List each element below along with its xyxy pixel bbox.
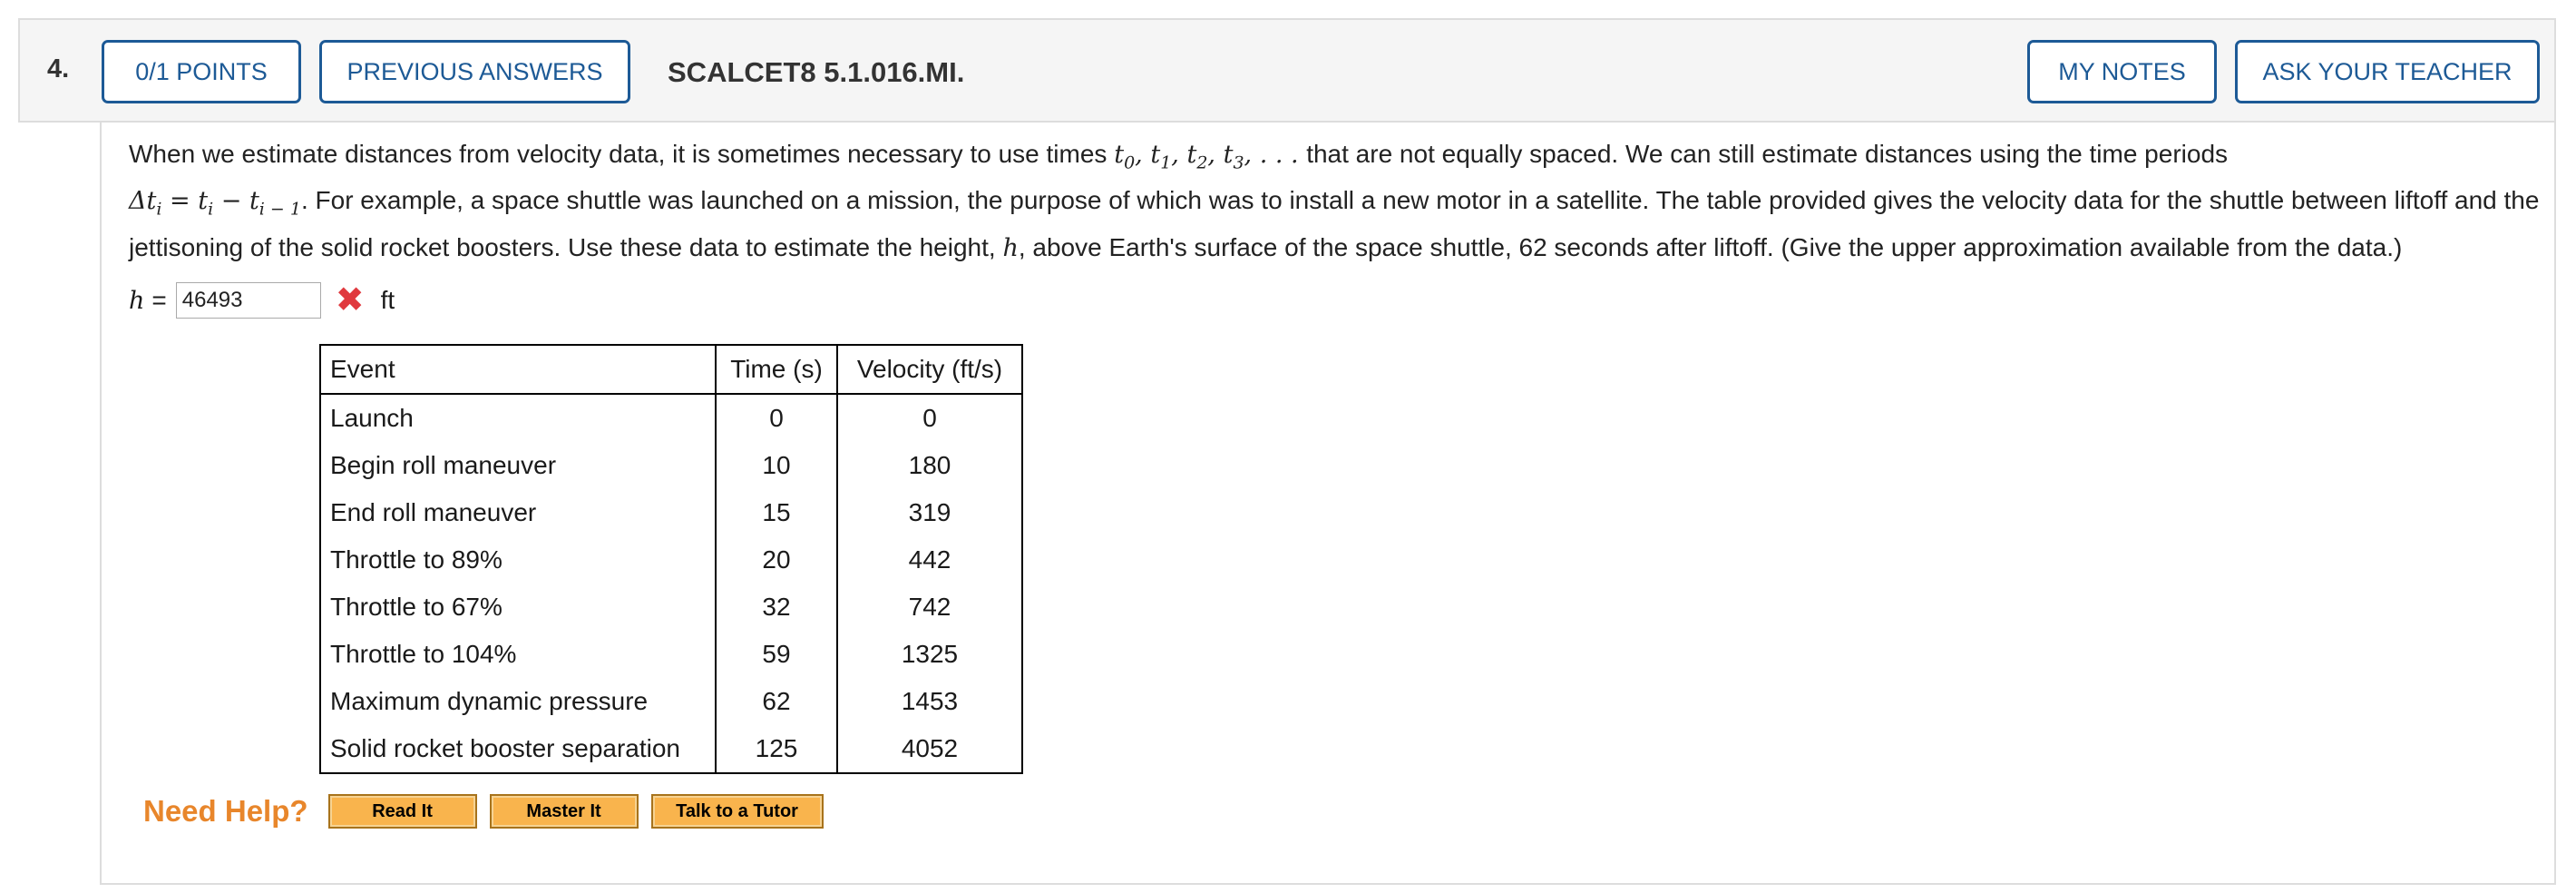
column-header-time: Time (s) [716, 345, 837, 394]
previous-answers-button[interactable]: PREVIOUS ANSWERS [319, 40, 630, 103]
master-it-button[interactable]: Master It [490, 794, 639, 829]
velocity-cell: 4052 [901, 734, 959, 762]
x-mark-icon: ✖ [335, 281, 365, 319]
column-header-velocity: Velocity (ft/s) [837, 345, 1022, 394]
problem-text-part-4: , above Earth's surface of the space shuttle, 62 seconds after liftoff. (Give the upper approximation available from the data.) [1018, 232, 2403, 261]
talk-to-tutor-button[interactable]: Talk to a Tutor [651, 794, 824, 829]
problem-text-part-1: When we estimate distances from velocity data, it is sometimes necessary to use times [129, 140, 1115, 168]
velocity-cell: 742 [908, 593, 951, 621]
problem-text-part-3: . For example, a space shuttle was launched on a mission, the purpose of which was to install a new motor in a satellite. The table provided gives the velocity data for the shuttle between liftoff and the jettisoning of the solid rocket boosters. Use these data to estimate the height, [129, 186, 2540, 261]
answer-unit: ft [380, 286, 395, 314]
event-cell: Throttle to 67% [320, 584, 716, 631]
event-cell: Begin roll maneuver [320, 442, 716, 489]
event-cell: Launch [320, 394, 716, 442]
table-row [320, 631, 1022, 678]
delta-formula: $\Delta t_i = t_i - t_{i - 1}$ [129, 187, 301, 220]
question-number: 4. [47, 54, 70, 83]
column-header-event: Event [320, 345, 716, 394]
time-cell: 10 [716, 442, 837, 489]
table-row [320, 442, 1022, 489]
table-row [320, 536, 1022, 584]
time-cell: 62 [716, 678, 837, 725]
read-it-button[interactable]: Read It [328, 794, 477, 829]
answer-input[interactable] [176, 282, 321, 319]
height-variable: h [1002, 233, 1019, 262]
table-row [320, 394, 1022, 442]
table-row [320, 725, 1022, 773]
points-button[interactable]: 0/1 POINTS [102, 40, 301, 103]
question-body [100, 123, 2556, 885]
velocity-cell: 1453 [901, 687, 959, 715]
table-header-row [320, 345, 1022, 394]
event-cell: Throttle to 89% [320, 536, 716, 584]
problem-text [129, 135, 2542, 267]
time-cell: 15 [716, 489, 837, 536]
ask-teacher-button[interactable]: ASK YOUR TEACHER [2235, 40, 2540, 103]
equals-sign: = [151, 286, 167, 314]
velocity-cell: 0 [922, 404, 937, 432]
velocity-cell: 319 [908, 498, 951, 526]
time-cell: 59 [716, 631, 837, 678]
time-cell: 0 [716, 394, 837, 442]
answer-variable: h [129, 286, 145, 315]
need-help-label: Need Help? [143, 794, 308, 828]
event-cell: Throttle to 104% [320, 631, 716, 678]
question-header [18, 18, 2556, 123]
time-sequence: $t_0$, $t_1$, $t_2$, $t_3$, . . . [1114, 141, 1307, 173]
table-row [320, 489, 1022, 536]
my-notes-button[interactable]: MY NOTES [2027, 40, 2217, 103]
event-cell: Solid rocket booster separation [320, 725, 716, 773]
time-cell: 20 [716, 536, 837, 584]
velocity-cell: 180 [908, 451, 951, 479]
table-row [320, 584, 1022, 631]
table-row [320, 678, 1022, 725]
event-cell: End roll maneuver [320, 489, 716, 536]
velocity-cell: 442 [908, 545, 951, 574]
question-code: SCALCET8 5.1.016.MI. [668, 56, 965, 88]
answer-row [129, 282, 395, 319]
problem-text-part-2: that are not equally spaced. We can still estimate distances using the time periods [1306, 140, 2229, 168]
event-cell: Maximum dynamic pressure [320, 678, 716, 725]
velocity-table [319, 344, 1023, 774]
velocity-cell: 1325 [901, 640, 959, 668]
time-cell: 32 [716, 584, 837, 631]
time-cell: 125 [716, 725, 837, 773]
need-help-row [143, 794, 836, 829]
